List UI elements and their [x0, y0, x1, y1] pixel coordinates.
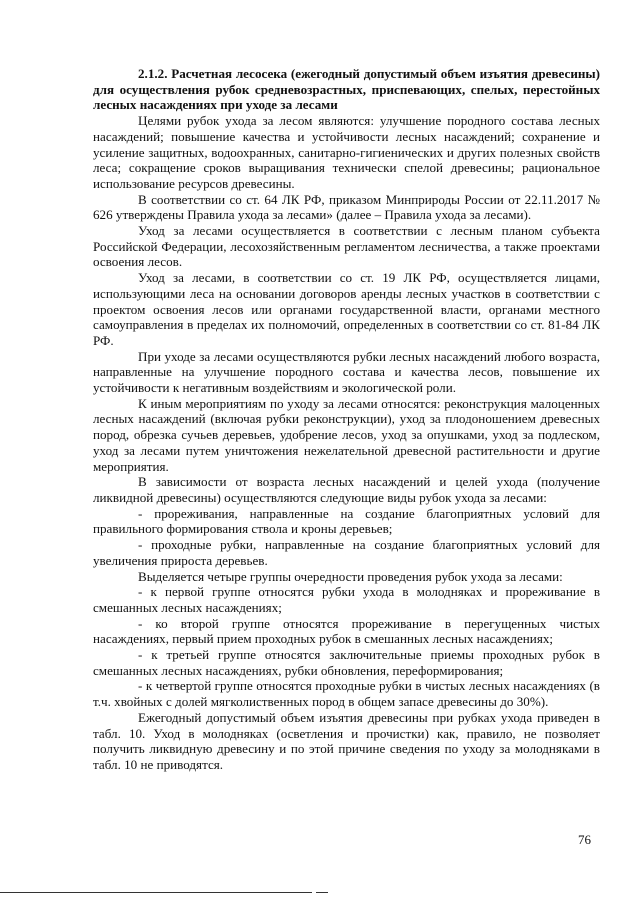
paragraph-cuttings: При уходе за лесами осуществляются рубки лесных насаждений любого возраста, направленные на улучшение породного состава и качества лесов, повышение их устойчивости к негативным воздействиям и экологической роли.: [93, 348, 600, 396]
page-number: 76: [578, 832, 591, 847]
list-item-group-3: - к третьей группе относятся заключительные приемы проходных рубок в смешанных лесных насаждениях, рубки обновления, переформирования;: [93, 647, 600, 678]
paragraph-forest-plan: Уход за лесами осуществляется в соответствии с лесным планом субъекта Российской Федерации, лесохозяйственным регламентом лесничества, а также проектами освоения лесов.: [93, 223, 600, 270]
paragraph-cut-types-intro: В зависимости от возраста лесных насаждений и целей ухода (получение ликвидной древесины) осуществляются следующие виды рубок ухода за лесами:: [93, 474, 600, 505]
paragraph-groups-intro: Выделяется четыре группы очередности проведения рубок ухода за лесами:: [138, 568, 563, 584]
list-item-passing-cuts: - проходные рубки, направленные на создание благоприятных условий для увеличения прироста деревьев.: [93, 537, 600, 568]
list-item-group-1: - к первой группе относятся рубки ухода в молодняках и прореживание в смешанных лесных насаждениях;: [93, 584, 600, 615]
section-heading: 2.1.2. Расчетная лесосека (ежегодный допустимый объем изъятия древесины) для осуществления рубок средневозрастных, приспевающих, спелых, перестойных лесных насаждениях при уходе за лесами: [93, 66, 600, 113]
list-item-group-2: - ко второй группе относятся прореживание в перегущенных чистых насаждениях, первый прием проходных рубок в смешанных лесных насаждениях;: [93, 615, 600, 647]
footer-rule: [0, 892, 312, 893]
paragraph-goals: Целями рубок ухода за лесом являются: улучшение породного состава лесных насаждений; повышение качества и устойчивости лесных насаждений; сохранение и усиление защитных, водоохранных, санитарно-гигиенических и других полезных свойств леса; сокращение сроков выращивания технически спелой древесины; рациональное использование ресурсов древесины.: [93, 113, 600, 191]
document-body: [93, 66, 600, 773]
paragraph-legal-basis: В соответствии со ст. 64 ЛК РФ, приказом Минприроды России от 22.11.2017 № 626 утверждены Правила ухода за лесами» (далее – Правила ухода за лесами).: [93, 191, 600, 223]
paragraph-responsible-parties: Уход за лесами, в соответствии со ст. 19 ЛК РФ, осуществляется лицами, использующими леса на основании договоров аренды лесных участков в соответствии с проектом освоения лесов или органами государственной власти, органами местного самоуправления в пределах их полномочий, определенных в соответствии со ст. 81-84 ЛК РФ.: [93, 270, 600, 348]
list-item-group-4: - к четвертой группе относятся проходные рубки в чистых лесных насаждениях (в т.ч. хвойных с долей мягколиственных пород в общем запасе древесины до 30%).: [93, 678, 600, 710]
paragraph-closing: Ежегодный допустимый объем изъятия древесины при рубках ухода приведен в табл. 10. Уход в молодняках (осветления и прочистки) как, правило, не позволяет получить ликвидную древесину и по этой причине сведения по уходу за молодняками в табл. 10 не приводятся.: [93, 709, 600, 772]
list-item-thinning: - прореживания, направленные на создание благоприятных условий для правильного формирования ствола и кроны деревьев;: [93, 505, 600, 537]
paragraph-other-measures: К иным мероприятиям по уходу за лесами относятся: реконструкция малоценных лесных насаждений (включая рубки реконструкции), уход за плодоношением древесных пород, обрезка сучьев деревьев, удобрение лесов, уход за опушками, уход за подлеском, уход за лесами путем уничтожения нежелательной древесной растительности и другие мероприятия.: [93, 395, 600, 474]
footer-rule-dash: [316, 892, 328, 893]
